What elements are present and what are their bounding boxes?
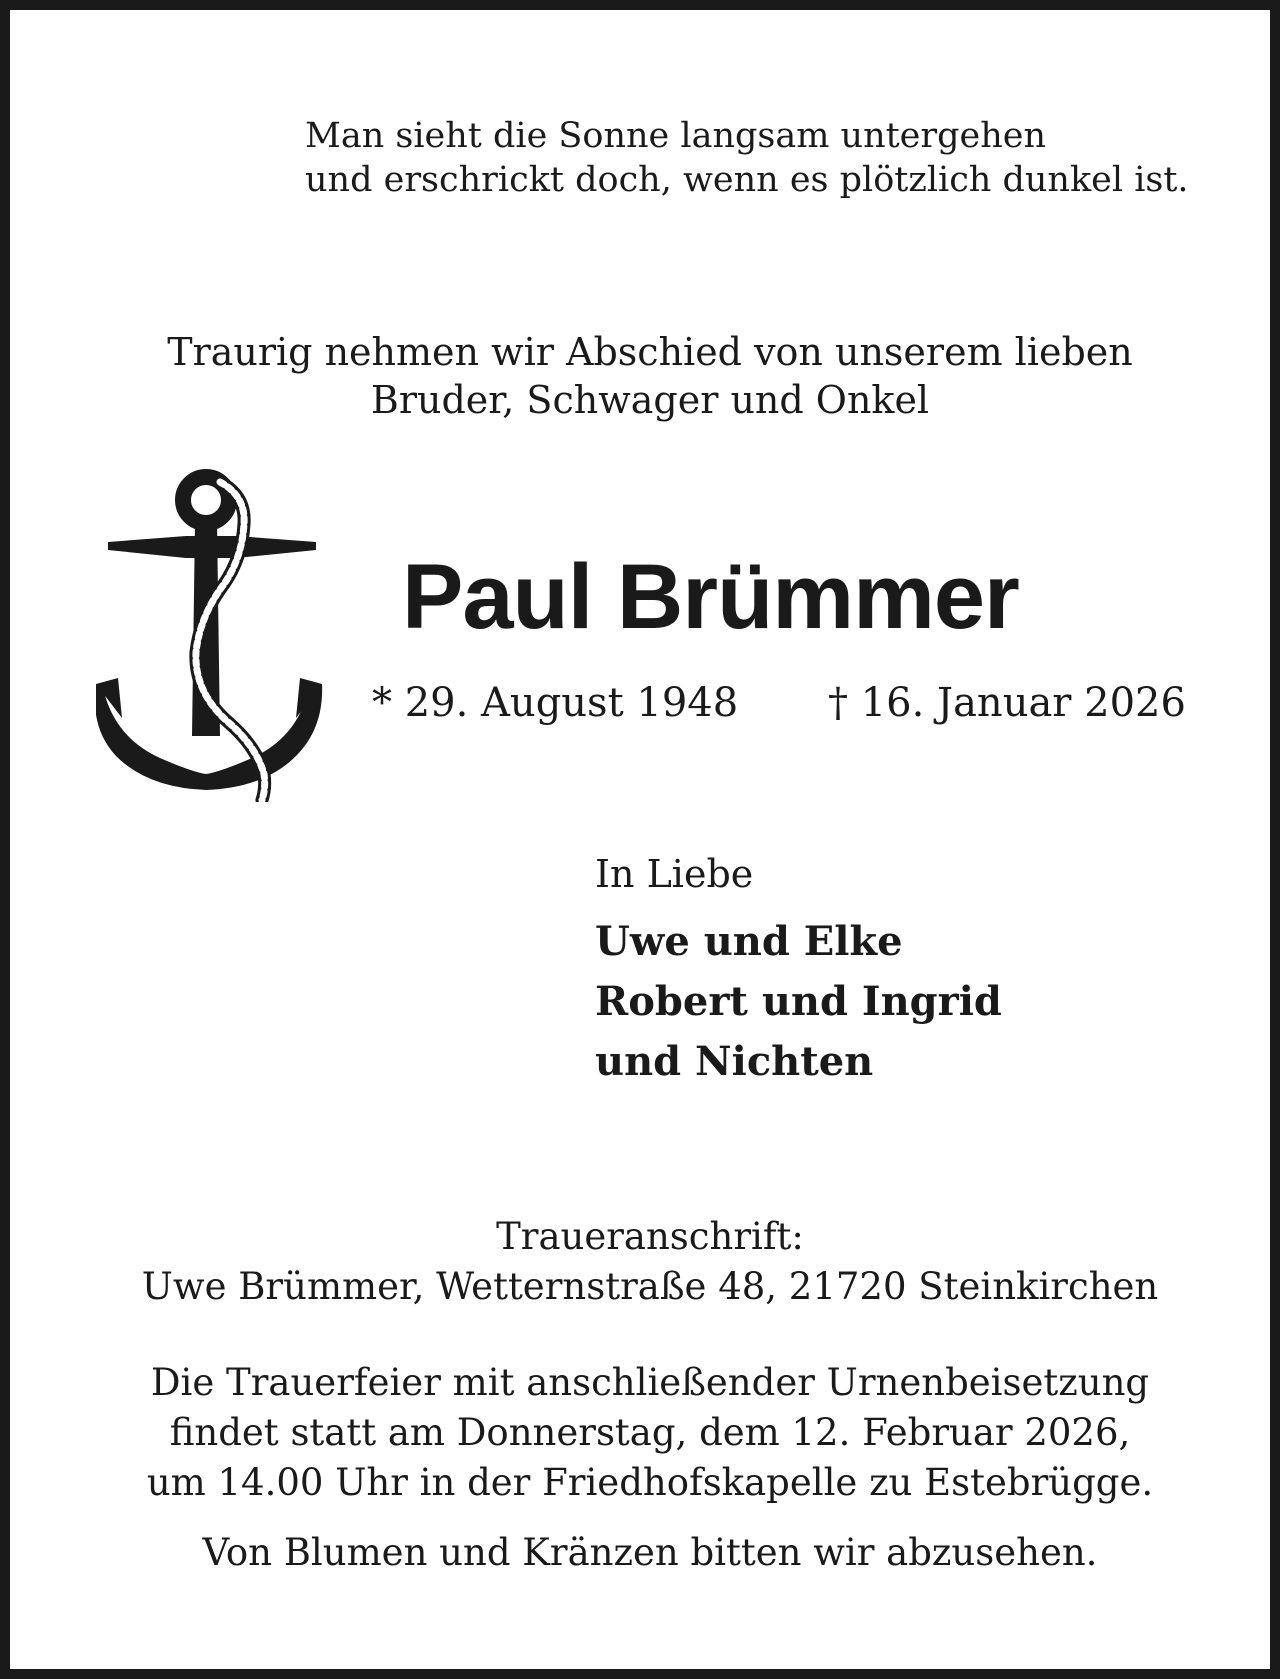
deceased-name: Paul Brümmer [402,546,1019,648]
mourners-intro: In Liebe [595,852,754,896]
death-date: † 16. Januar 2026 [828,680,1186,726]
intro-text [70,328,1230,424]
address-label: Traueranschrift: [496,1215,804,1258]
mourner-name: Robert und Ingrid [595,978,1002,1025]
birth-date: * 29. August 1948 [372,680,739,726]
intro-line-1: Traurig nehmen wir Abschied von unserem lieben [167,330,1133,374]
ceremony-line-1: Die Trauerfeier mit anschließender Urnenbeisetzung [150,1361,1150,1404]
mourner-name: Uwe und Elke [595,918,903,965]
intro-line-2: Bruder, Schwager und Onkel [370,378,930,422]
motto-line-1: Man sieht die Sonne langsam untergehen [305,116,1047,156]
mourner-name: und Nichten [595,1038,874,1085]
mourners-list [595,912,1002,1092]
closing-request: Von Blumen und Kränzen bitten wir abzusehen. [202,1531,1098,1574]
ceremony-info [70,1358,1230,1508]
motto-quote [305,114,1265,202]
anchor-icon [96,466,332,802]
address-line: Uwe Brümmer, Wetternstraße 48, 21720 Steinkirchen [141,1265,1159,1308]
mourning-address [70,1212,1230,1312]
motto-line-2: und erschrickt doch, wenn es plötzlich dunkel ist. [305,160,1189,200]
ceremony-line-3: um 14.00 Uhr in der Friedhofskapelle zu Estebrügge. [146,1461,1154,1504]
ceremony-line-2: findet statt am Donnerstag, dem 12. Februar 2026, [169,1411,1131,1454]
